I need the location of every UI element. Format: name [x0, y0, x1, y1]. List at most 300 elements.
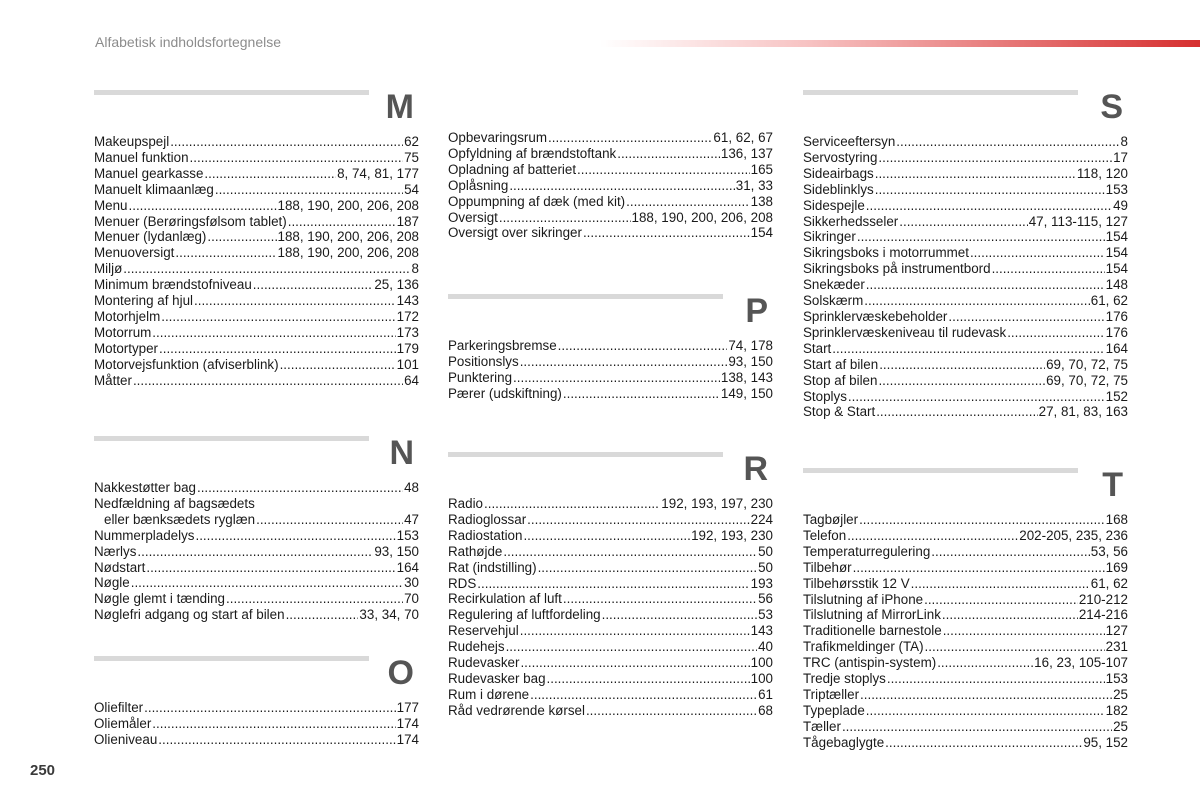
index-term: Stop af bilen	[803, 372, 878, 388]
index-entry	[803, 373, 1128, 389]
page-references: 188, 190, 200, 206, 208	[277, 245, 419, 261]
dot-leader	[158, 732, 395, 748]
page-references: 214-216	[1078, 607, 1128, 623]
dot-leader	[875, 182, 1105, 198]
dot-leader	[123, 261, 410, 277]
dot-leader	[204, 166, 336, 182]
dot-leader	[197, 480, 403, 496]
index-term: Tagbøjler	[803, 512, 859, 527]
dot-leader	[513, 370, 720, 386]
dot-leader	[563, 386, 720, 402]
page-references: 176	[1105, 324, 1128, 340]
page-references: 188, 190, 200, 206, 208	[277, 229, 419, 245]
index-entry	[448, 130, 773, 146]
section-header	[803, 466, 1128, 512]
index-entry	[803, 341, 1128, 357]
page-references: 70	[404, 591, 419, 607]
index-term: Rudevasker	[448, 655, 520, 671]
index-term: Punktering	[448, 369, 513, 385]
dot-leader	[878, 150, 1112, 166]
index-entry	[803, 182, 1128, 198]
index-term: Nødstart	[94, 559, 146, 575]
index-entry	[803, 735, 1128, 751]
index-entry	[94, 373, 419, 389]
index-term: Rat (indstilling)	[448, 559, 537, 575]
index-term: Oliefilter	[94, 700, 144, 715]
index-entry	[94, 575, 419, 591]
index-entry	[448, 496, 773, 512]
index-term: Nærlys	[94, 543, 137, 559]
index-entry	[803, 309, 1128, 325]
section-letter: O	[387, 654, 414, 692]
section-p	[448, 292, 773, 402]
page-references: 192, 193, 230	[691, 527, 773, 543]
index-term: Sidespejle	[803, 197, 865, 213]
dot-leader	[280, 357, 396, 373]
section-header	[94, 434, 419, 480]
page-references: 61, 62, 67	[713, 130, 773, 145]
index-term: Triptæller	[803, 686, 860, 702]
index-entry	[94, 134, 419, 150]
index-term: Motorrum	[94, 324, 152, 340]
page-references: 187	[396, 213, 419, 229]
page-header-title: Alfabetisk indholdsfortegnelse	[95, 34, 282, 50]
index-entry	[448, 607, 773, 623]
dot-leader	[129, 198, 277, 214]
dot-leader	[215, 182, 403, 198]
dot-leader	[520, 655, 749, 671]
index-entry	[94, 591, 419, 607]
index-entry	[94, 732, 419, 748]
dot-leader	[866, 277, 1105, 293]
page-references: 174	[396, 715, 419, 731]
index-term: Tilslutning af MirrorLink	[803, 607, 941, 623]
index-term: Opbevaringsrum	[448, 130, 547, 145]
index-entry-list	[448, 496, 773, 719]
page-references: 177	[396, 700, 419, 715]
section-header	[94, 654, 419, 700]
page-references: 25, 136	[374, 277, 419, 293]
dot-leader	[848, 389, 1105, 405]
header-accent-bar	[600, 40, 1200, 47]
dot-leader	[583, 225, 750, 241]
page-references: 192, 193, 197, 230	[661, 496, 773, 511]
dot-leader	[586, 703, 757, 719]
dot-leader	[152, 325, 395, 341]
index-entry	[94, 214, 419, 230]
dot-leader	[530, 687, 757, 703]
section-rule	[448, 452, 723, 457]
index-term: Sikkerhedsseler	[803, 213, 899, 229]
index-entry	[803, 404, 1128, 420]
page-references: 33, 34, 70	[359, 607, 419, 623]
section-header	[94, 88, 419, 134]
index-entry	[448, 591, 773, 607]
dot-leader	[911, 576, 1090, 592]
dot-leader	[866, 198, 1112, 214]
page-references: 154	[1105, 229, 1128, 245]
index-entry	[803, 512, 1128, 528]
index-term: Måtter	[94, 372, 132, 388]
index-entry	[94, 480, 419, 496]
page-references: 62	[404, 134, 419, 149]
dot-leader	[924, 592, 1078, 608]
page-references: 100	[750, 655, 773, 671]
index-entry	[803, 214, 1128, 230]
dot-leader	[879, 357, 1045, 373]
page-references: 95, 152	[1083, 734, 1128, 750]
page-references: 169	[1105, 559, 1128, 575]
index-entry	[803, 607, 1128, 623]
page-references: 154	[1105, 261, 1128, 277]
dot-leader	[970, 245, 1105, 261]
dot-leader	[864, 293, 1090, 309]
index-entry	[803, 293, 1128, 309]
dot-leader	[256, 512, 403, 528]
index-entry	[803, 198, 1128, 214]
page-references: 179	[396, 340, 419, 356]
dot-leader	[875, 166, 1076, 182]
index-entry	[448, 528, 773, 544]
index-entry	[94, 357, 419, 373]
page-references: 153	[1105, 671, 1128, 687]
dot-leader	[538, 560, 758, 576]
index-entry	[803, 719, 1128, 735]
index-term: Nøgle	[94, 575, 130, 591]
page-references: 40	[758, 639, 773, 655]
page-references: 173	[396, 324, 419, 340]
index-entry-list	[448, 130, 773, 241]
index-term: Opladning af batteriet	[448, 161, 577, 177]
section-header	[448, 450, 773, 496]
index-entry-list	[448, 338, 773, 402]
index-entry	[94, 198, 419, 214]
dot-leader	[527, 512, 750, 528]
page-references: 50	[758, 559, 773, 575]
index-term: Solskærm	[803, 293, 864, 309]
page-references: 165	[750, 161, 773, 177]
page-references: 154	[750, 225, 773, 241]
dot-leader	[832, 341, 1104, 357]
dot-leader	[626, 194, 750, 210]
section-rule	[803, 468, 1078, 473]
page-references: 8	[411, 261, 419, 277]
index-entry	[94, 293, 419, 309]
page-references: 164	[1105, 340, 1128, 356]
index-term: Tilbehør	[803, 559, 852, 575]
page-references: 127	[1105, 623, 1128, 639]
dot-leader	[133, 373, 403, 389]
page-references: 50	[758, 543, 773, 559]
index-entry	[448, 639, 773, 655]
index-entry	[448, 386, 773, 402]
page-references: 172	[396, 308, 419, 324]
index-entry	[94, 560, 419, 576]
section-rule	[94, 656, 369, 661]
index-entry	[803, 229, 1128, 245]
dot-leader	[885, 735, 1082, 751]
section-s	[803, 88, 1128, 420]
index-term: Sikringsboks i motorrummet	[803, 245, 969, 261]
page-references: 138	[750, 193, 773, 209]
dot-leader	[477, 576, 749, 592]
index-term: Sprinklervæskebeholder	[803, 308, 948, 324]
index-term: Stop & Start	[803, 404, 876, 420]
section-rule	[448, 294, 723, 299]
index-term: Oversigt	[448, 209, 498, 225]
dot-leader	[1007, 325, 1104, 341]
index-entry	[94, 341, 419, 357]
page-references: 100	[750, 670, 773, 686]
page-references: 49	[1113, 197, 1128, 213]
index-term: Olieniveau	[94, 731, 158, 747]
dot-leader	[523, 528, 690, 544]
index-entry	[448, 146, 773, 162]
index-entry	[448, 370, 773, 386]
index-entry	[803, 150, 1128, 166]
section-m	[94, 88, 419, 389]
index-entry	[803, 389, 1128, 405]
index-entry	[94, 607, 419, 623]
dot-leader	[190, 150, 404, 166]
page-references: 31, 33	[735, 177, 773, 193]
index-entry	[448, 655, 773, 671]
page-references: 16, 23, 105-107	[1034, 655, 1128, 671]
dot-leader	[853, 560, 1105, 576]
page-references: 69, 70, 72, 75	[1046, 356, 1128, 372]
page-references: 153	[396, 527, 419, 543]
dot-leader	[577, 162, 750, 178]
index-term: Regulering af luftfordeling	[448, 607, 601, 623]
index-entry	[803, 277, 1128, 293]
section-n	[94, 434, 419, 623]
index-entry	[448, 210, 773, 226]
index-term: Tredje stoplys	[803, 671, 886, 687]
index-term: Tågebaglygte	[803, 734, 885, 750]
page-references: 174	[396, 731, 419, 747]
page-references: 176	[1105, 308, 1128, 324]
page-references: 56	[758, 591, 773, 607]
index-term: Rathøjde	[448, 543, 503, 559]
index-term: RDS	[448, 575, 477, 591]
index-entry	[448, 703, 773, 719]
section-r	[448, 450, 773, 719]
page-references: 69, 70, 72, 75	[1046, 372, 1128, 388]
dot-leader	[887, 671, 1105, 687]
index-term: Oplåsning	[448, 177, 509, 193]
index-entry	[448, 194, 773, 210]
page-references: 61, 62	[1090, 575, 1128, 591]
page-references: 138, 143	[720, 369, 773, 385]
index-entry	[448, 338, 773, 354]
page-references: 25	[1113, 686, 1128, 702]
index-term: Radiostation	[448, 527, 523, 543]
dot-leader	[878, 373, 1045, 389]
dot-leader	[860, 687, 1112, 703]
page-references: 154	[1105, 245, 1128, 261]
page-references: 8	[1120, 134, 1128, 149]
section-o-continued	[448, 130, 773, 241]
index-term: Tæller	[803, 718, 841, 734]
page-references: 224	[750, 511, 773, 527]
page-references: 143	[750, 623, 773, 639]
dot-leader	[170, 134, 403, 150]
index-term: Servostyring	[803, 149, 878, 165]
index-term: eller bænksædets ryglæn	[104, 511, 256, 527]
index-entry	[94, 544, 419, 560]
index-term: TRC (antispin-system)	[803, 655, 937, 671]
page-references: 30	[404, 575, 419, 591]
index-entry-list	[94, 700, 419, 748]
index-term: Radio	[448, 496, 483, 511]
index-term: Menuer (Berøringsfølsom tablet)	[94, 213, 287, 229]
index-entry-list	[803, 512, 1128, 751]
page-references: 188, 190, 200, 206, 208	[277, 197, 419, 213]
page-references: 25	[1113, 718, 1128, 734]
page-references: 143	[396, 293, 419, 309]
page-references: 74, 178	[728, 338, 773, 353]
dot-leader	[286, 607, 359, 623]
page-references: 48	[404, 480, 419, 495]
page-references: 164	[396, 559, 419, 575]
index-entry	[803, 325, 1128, 341]
index-entry	[803, 261, 1128, 277]
index-entry	[803, 703, 1128, 719]
index-entry	[448, 544, 773, 560]
dot-leader	[899, 214, 1027, 230]
page-references: 53, 56	[1090, 543, 1128, 559]
index-term: Traditionelle barnestole	[803, 623, 942, 639]
dot-leader	[195, 528, 395, 544]
index-term: Recirkulation af luft	[448, 591, 562, 607]
dot-leader	[152, 716, 395, 732]
page-references: 153	[1105, 181, 1128, 197]
page-references: 47, 113-115, 127	[1028, 213, 1128, 229]
dot-leader	[992, 261, 1105, 277]
page-references: 8, 74, 81, 177	[337, 165, 419, 181]
section-rule	[94, 90, 369, 95]
index-term: Start af bilen	[803, 356, 879, 372]
index-entry	[94, 528, 419, 544]
index-term: Sikringsboks på instrumentbord	[803, 261, 991, 277]
dot-leader	[520, 623, 750, 639]
index-term: Snekæder	[803, 277, 865, 293]
index-entry	[803, 528, 1128, 544]
index-term: Telefon	[803, 527, 847, 543]
index-entry	[803, 687, 1128, 703]
index-term: Motorvejsfunktion (afviserblink)	[94, 356, 279, 372]
index-entry	[803, 166, 1128, 182]
dot-leader	[547, 671, 750, 687]
page-references: 47	[404, 511, 419, 527]
section-header	[803, 88, 1128, 134]
page-references: 188, 190, 200, 206, 208	[631, 209, 773, 225]
dot-leader	[144, 700, 396, 716]
index-entry	[448, 225, 773, 241]
page-references: 93, 150	[728, 353, 773, 369]
index-entry	[94, 700, 419, 716]
section-t	[803, 466, 1128, 751]
index-term: Menu	[94, 197, 128, 213]
index-term: Oversigt over sikringer	[448, 225, 582, 241]
index-entry	[448, 576, 773, 592]
dot-leader	[506, 639, 758, 655]
index-entry	[448, 162, 773, 178]
section-letter: S	[1100, 88, 1123, 126]
dot-leader	[499, 210, 631, 226]
index-entry-list	[94, 134, 419, 389]
index-term: Parkeringsbremse	[448, 338, 557, 353]
dot-leader	[253, 277, 374, 293]
dot-leader	[558, 338, 728, 354]
index-entry	[94, 229, 419, 245]
index-entry	[448, 623, 773, 639]
index-entry	[448, 671, 773, 687]
dot-leader	[194, 293, 396, 309]
dot-leader	[146, 560, 395, 576]
index-term: Tilslutning af iPhone	[803, 591, 924, 607]
dot-leader	[943, 623, 1105, 639]
index-entry	[448, 178, 773, 194]
index-term: Oliemåler	[94, 715, 152, 731]
index-term: Serviceeftersyn	[803, 134, 896, 149]
section-o	[94, 654, 419, 748]
index-term: Motortyper	[94, 340, 158, 356]
index-entry	[803, 655, 1128, 671]
index-term: Sideairbags	[803, 165, 874, 181]
dot-leader	[288, 214, 396, 230]
page-references: 149, 150	[720, 385, 773, 401]
index-term: Nedfældning af bagsædets	[94, 495, 255, 511]
index-entry	[803, 357, 1128, 373]
index-term: Manuelt klimaanlæg	[94, 181, 214, 197]
index-term: Rudehejs	[448, 639, 505, 655]
dot-leader	[563, 591, 757, 607]
index-term: Opfyldning af brændstoftank	[448, 145, 617, 161]
index-term: Nummerpladelys	[94, 527, 195, 543]
index-term: Motorhjelm	[94, 308, 161, 324]
index-entry	[448, 512, 773, 528]
page-references: 168	[1105, 512, 1128, 527]
index-entry	[448, 354, 773, 370]
index-entry	[94, 716, 419, 732]
page-references: 93, 150	[374, 543, 419, 559]
index-entry	[803, 134, 1128, 150]
section-rule	[94, 436, 369, 441]
index-term: Temperaturregulering	[803, 543, 931, 559]
dot-leader	[137, 544, 373, 560]
index-term: Råd vedrørende kørsel	[448, 702, 585, 718]
index-term: Rudevasker bag	[448, 670, 546, 686]
dot-leader	[842, 719, 1112, 735]
section-letter: M	[385, 88, 414, 126]
index-entry	[803, 639, 1128, 655]
index-entry	[94, 150, 419, 166]
index-term: Radioglossar	[448, 511, 527, 527]
page-references: 202-205, 235, 236	[1019, 527, 1128, 543]
index-entry	[94, 496, 419, 512]
index-entry	[803, 560, 1128, 576]
dot-leader	[602, 607, 757, 623]
dot-leader	[175, 245, 276, 261]
index-term: Sprinklervæskeniveau til rudevask	[803, 324, 1007, 340]
index-entry	[94, 245, 419, 261]
index-term: Makeupspejl	[94, 134, 170, 149]
page-references: 118, 120	[1076, 165, 1128, 181]
index-term: Nakkestøtter bag	[94, 480, 196, 495]
dot-leader	[847, 528, 1018, 544]
page-references: 27, 81, 83, 163	[1038, 404, 1128, 420]
